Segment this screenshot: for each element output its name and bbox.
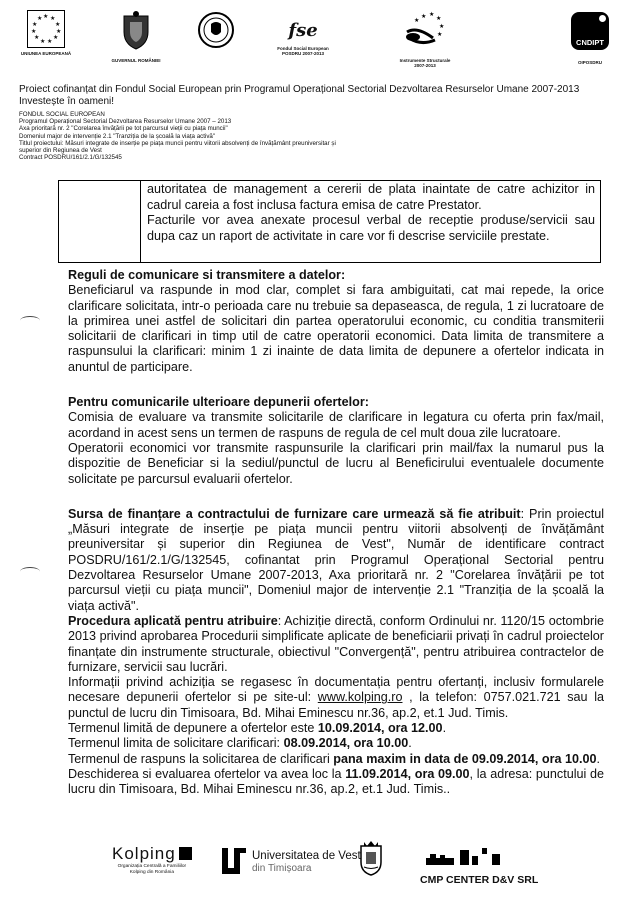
header-small-line-4: Domeniul major de intervenție 2.1 "Tranziția de la școală la viața activă" [19,132,216,140]
oiposdru-caption: OIPOSDRU [577,60,602,65]
government-logo [108,10,164,63]
kolping-subtitle-2: Kolping din România [129,869,174,875]
response-deadline-value: pana maxim in data de 09.09.2014, ora 10.00 [333,751,597,766]
city-crest-icon [358,840,384,876]
cndipt-label: CNDIPT [576,38,604,47]
svg-text:★: ★ [414,18,420,24]
invoice-paragraph: Facturile vor avea anexate procesul verbal de receptie produse/servicii sau dupa caz un raport de activitate in care vor fi descrise serviciile prestate. [147,213,595,243]
section-title-communication: Reguli de comunicare si transmitere a datelor: [68,268,346,282]
info-text-pre: Informații privind achiziția se regasesc în documentația pentru ofertanți, inclusiv formularele necesare depunerii ofertelor si pe site-ul: [68,675,604,705]
svg-text:★: ★ [429,12,435,18]
kolping-square-icon [179,847,192,860]
section-title-procedure: Procedura aplicată pentru atribuire [68,613,278,628]
header-small-line-2: Programul Operațional Sectorial Dezvoltarea Resurselor Umane 2007 – 2013 [19,118,232,126]
payment-paragraph: autoritatea de management a cererii de plata inaintate de catre achizitor in cadrul careia a fost inclusa factura emisa de catre Prestator. [147,182,595,212]
uvt-city: din Timișoara [252,863,312,874]
continued-table [58,180,601,263]
city-crest-logo [358,840,384,881]
clarification-deadline-end: . [408,736,412,751]
header-small-line-3: Axa prioritară nr. 2 "Corelarea învățării pe tot parcursul vieții cu piața muncii" [19,125,228,133]
structural-instruments-caption-2: 2007-2013 [414,63,436,68]
kolping-subtitle-1: Organizația Centrală a Familiilor [117,864,187,869]
project-cofinancing-line: Proiect cofinanțat din Fondul Social European prin Programul Operațional Sectorial Dezvoltarea Resurselor Umane 2007-2013 [19,84,580,95]
svg-text:★: ★ [421,14,427,20]
header-small-line-1: FONDUL SOCIAL EUROPEAN [19,111,105,118]
clarification-deadline [68,736,604,751]
structural-instruments-logo [380,10,470,68]
table-right-cell [147,182,595,244]
svg-text:★: ★ [436,16,442,22]
header-small-line-7: Contract POSDRU/161/2.1/G/132545 [19,154,122,162]
opening-address: , la adresa: punctului de lucru din Timisoara, Bd. Mihai Eminescu nr.36, ap.2, et.1 Jud. Timis.. [68,766,604,797]
margin-mark [20,316,40,325]
svg-text:★: ★ [439,24,445,30]
fse-caption-2: POSDRU 2007-2013 [281,51,325,56]
eu-caption: UNIUNEA EUROPEANĂ [20,51,72,56]
fse-caption-1: Fondul Social European [277,46,329,51]
section-body-evaluation: Comisia de evaluare va transmite solicitarile de clarificare in legatura cu oferta prin fax/mail, acordand in acest sens un termen de raspuns de regula de cel mult doua zile lucratoare. [68,410,604,440]
ministry-seal-logo [196,12,236,53]
opening-value: 11.09.2014, ora 09.00 [345,766,470,781]
opening-paragraph [68,767,604,798]
section-body-communication: Beneficiarul va raspunde in mod clar, complet si fara ambiguitati, cat mai repede, la orice clarificare solicitata, intr-o perioada care nu trebuie sa depaseasca, de regula, 1 zi lucratoare de la primirea unei astfel de solicitari din partea operatorului economic, cu conditia transmiterii solicitarii de clarificari in timp util de catre operatorii economici. Data limita de transmitere a raspunsului la clarificari: minim 1 zi inainte de data limita de depunere a ofertelor indicata in anuntul de participare. [68,283,604,374]
margin-mark [20,567,40,576]
fse-mark: fse [288,20,318,41]
eu-flag-icon: ★ ★ ★ ★ ★ ★ ★ ★ ★ ★ ★ [27,10,65,48]
procedure-body: : Achiziție directă, conform Ordinului nr. 1120/15 octombrie 2013 privind aprobarea Procedurii simplificate aplicate de beneficiarii privați în cadrul proiectelor finanțate din instrumente structurale, obiectivul "Convergență", pentru atribuirea contractelor de furnizare, servicii sau lucrări. [68,613,604,674]
structural-instruments-icon [403,10,447,50]
logo-row [0,10,633,80]
opening-label: Deschiderea si evaluarea ofertelor va avea loc la [68,766,346,781]
table-left-cell [59,181,141,262]
submission-deadline-end: . [442,721,447,736]
section-title-financing: Sursa de finanțare a contractului de furnizare care urmează să fie atribuit [68,506,521,521]
footer-logos [0,840,633,895]
main-content [68,268,604,798]
section-body-operators: Operatorii economici vor transmite raspunsurile la clarificari prin mail/fax la numarul pus la dispozitie de Beneficiar si la sediul/punctul de lucru al Beneficirului eventualele documente solicitate pe parcursul evaluarii ofertelor. [68,440,604,486]
financing-body: : Prin proiectul „Măsuri integrate de inserție pe piața muncii pentru viitorii absolvenți de învățământ preuniversitar și superior din Regiunea de Vest", Număr de identificare contract POSDRU/161/2.1/G/132545, cofinantat prin Programul Operațional Sectorial pentru Dezvoltarea Resurselor Umane 2007-2013, Axa prioritară nr. 2 "Corelarea învățării pe tot parcursul vieții cu piața muncii", Domeniul major de intervenție 2.1 "Tranziția de la școală la viața activă". [68,506,604,613]
submission-deadline [68,721,604,736]
response-deadline-end: . [596,751,601,766]
cndipt-logo-icon [571,12,609,50]
eu-logo [16,10,76,56]
uvt-emblem-icon [222,846,246,874]
clarification-deadline-value: 08.09.2014, ora 10.00 [283,736,409,751]
cmp-name: CMP CENTER D&V SRL [420,874,539,886]
uvt-name: Universitatea de Vest [252,850,361,862]
structural-instruments-caption-1: Instrumente Structurale [399,58,451,63]
cmp-logo [420,846,539,886]
project-header [19,84,619,161]
kolping-name: Kolping [112,844,176,863]
submission-deadline-value: 10.09.2014, ora 12.00 [317,721,443,736]
ministry-seal-icon [198,12,234,48]
procedure-paragraph [68,614,604,675]
financing-paragraph [68,507,604,614]
submission-deadline-label: Termenul limită de depunere a ofertelor este [68,721,318,736]
info-paragraph [68,675,604,721]
project-slogan: Investește în oameni! [19,96,115,107]
cmp-pattern-icon [420,846,530,870]
info-text-post: , la telefon: 0757.021.721 sau la punctul de lucru din Timisoara, Bd. Mihai Eminescu nr.36, ap.2, et.1 Jud. Timis. [68,690,604,720]
romania-coat-of-arms-icon [121,10,151,50]
government-caption: GUVERNUL ROMÂNIEI [111,58,161,63]
oiposdru-logo [560,12,620,65]
section-title-subsequent-communication: Pentru comunicarile ulterioare depunerii ofertelor: [68,395,369,410]
header-small-line-5: Titlul proiectului: Măsuri integrate de inserție pe piața muncii pentru viitorii absolvenți de învățământ preuniversitar și [19,139,336,147]
website-link[interactable]: www.kolping.ro [317,690,403,705]
clarification-deadline-label: Termenul limita de solicitare clarificari: [68,736,284,751]
response-deadline [68,752,604,767]
header-small-line-6: superior din Regiunea de Vest [19,147,102,155]
svg-text:★: ★ [437,32,443,38]
kolping-logo [112,844,192,875]
fse-logo [258,18,348,56]
response-deadline-label: Termenul de raspuns la solicitarea de clarificari [68,751,334,766]
